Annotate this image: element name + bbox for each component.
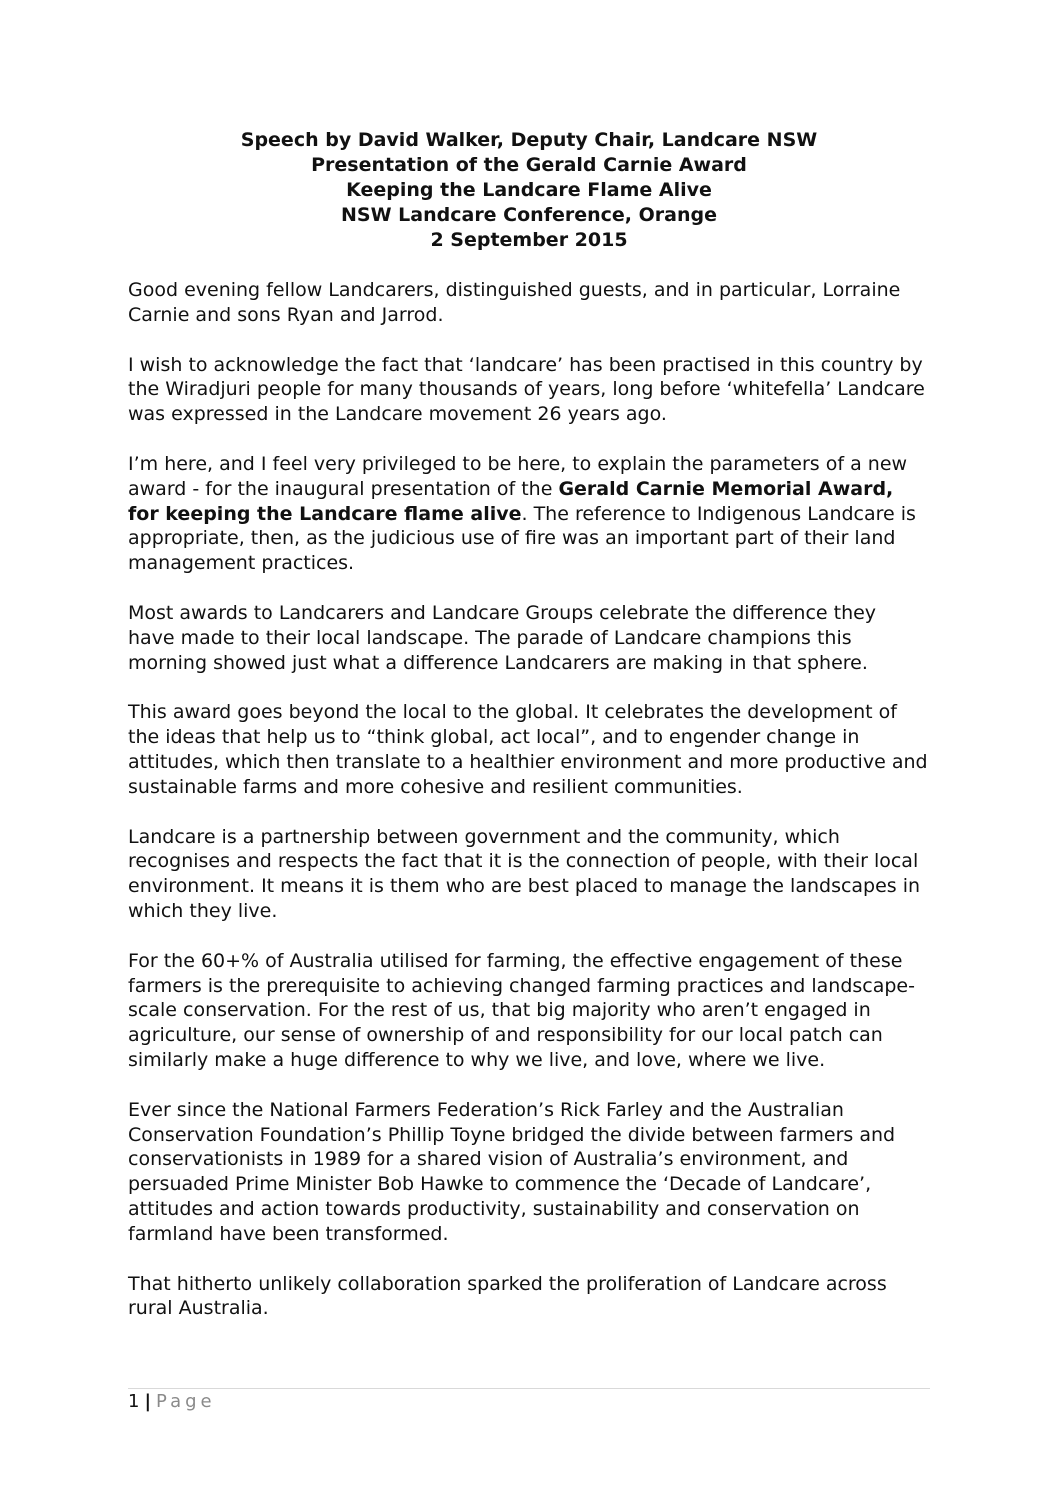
header-theme: Keeping the Landcare Flame Alive	[346, 179, 712, 201]
header-title: Speech by David Walker, Deputy Chair, Landcare NSW	[240, 129, 818, 151]
paragraph-award-intro	[128, 452, 928, 576]
paragraph-farming: For the 60+% of Australia utilised for farming, the effective engagement of these farmers is the prerequisite to achieving changed farming practices and landscape-scale conservation. For the rest of us, that big majority who aren’t engaged in agriculture, our sense of ownership of and responsibility for our local patch can similarly make a huge difference to why we live, and love, where we live.	[128, 949, 915, 1071]
header-date: 2 September 2015	[430, 229, 628, 251]
paragraph-partnership: Landcare is a partnership between government and the community, which recognises and respects the fact that it is the connection of people, with their local environment. It means it is them who are best placed to manage the landscapes in which they live.	[128, 825, 921, 922]
footer-divider	[128, 1388, 930, 1389]
paragraph-award-intro-start: I’m here, and I feel very privileged to be here, to explain the parameters of a new award - for the inaugural presentation of the	[128, 452, 908, 500]
footer-separator: |	[144, 1391, 152, 1412]
paragraph-local-awards: Most awards to Landcarers and Landcare Groups celebrate the difference they have made to their local landscape. The parade of Landcare champions this morning showed just what a difference Landcarers are making in that sphere.	[128, 601, 877, 674]
header-award: Presentation of the Gerald Carnie Award	[311, 154, 747, 176]
paragraph-global: This award goes beyond the local to the global. It celebrates the development of the ideas that help us to “think global, act local”, and to engender change in attitudes, which then translate to a healthier environment and more productive and sustainable farms and more cohesive and resilient communities.	[128, 701, 928, 798]
award-name: Gerald Carnie Memorial Award, for keeping the Landcare flame alive	[128, 477, 894, 525]
speech-header	[0, 128, 1058, 253]
speech-body	[128, 278, 928, 1346]
paragraph-greeting: Good evening fellow Landcarers, distinguished guests, and in particular, Lorraine Carnie and sons Ryan and Jarrod.	[128, 279, 901, 326]
page-label: Page	[156, 1391, 216, 1412]
page-footer	[128, 1390, 216, 1414]
paragraph-collaboration: That hitherto unlikely collaboration sparked the proliferation of Landcare across rural Australia.	[128, 1272, 887, 1320]
page-number: 1	[128, 1391, 140, 1412]
paragraph-acknowledgement: I wish to acknowledge the fact that ‘landcare’ has been practised in this country by the Wiradjuri people for many thousands of years, long before ‘whitefella’ Landcare was expressed in the Landcare movement 26 years ago.	[128, 353, 925, 426]
header-event: NSW Landcare Conference, Orange	[341, 204, 717, 226]
paragraph-history: Ever since the National Farmers Federation’s Rick Farley and the Australian Conservation Foundation’s Phillip Toyne bridged the divide between farmers and conservationists in 1989 for a shared vision of Australia’s environment, and persuaded Prime Minister Bob Hawke to commence the ‘Decade of Landcare’, attitudes and action towards productivity, sustainability and conservation on farmland have been transformed.	[128, 1098, 896, 1245]
paragraph-award-intro-end: . The reference to Indigenous Landcare is appropriate, then, as the judicious use of fire was an important part of their land management practices.	[128, 502, 916, 575]
